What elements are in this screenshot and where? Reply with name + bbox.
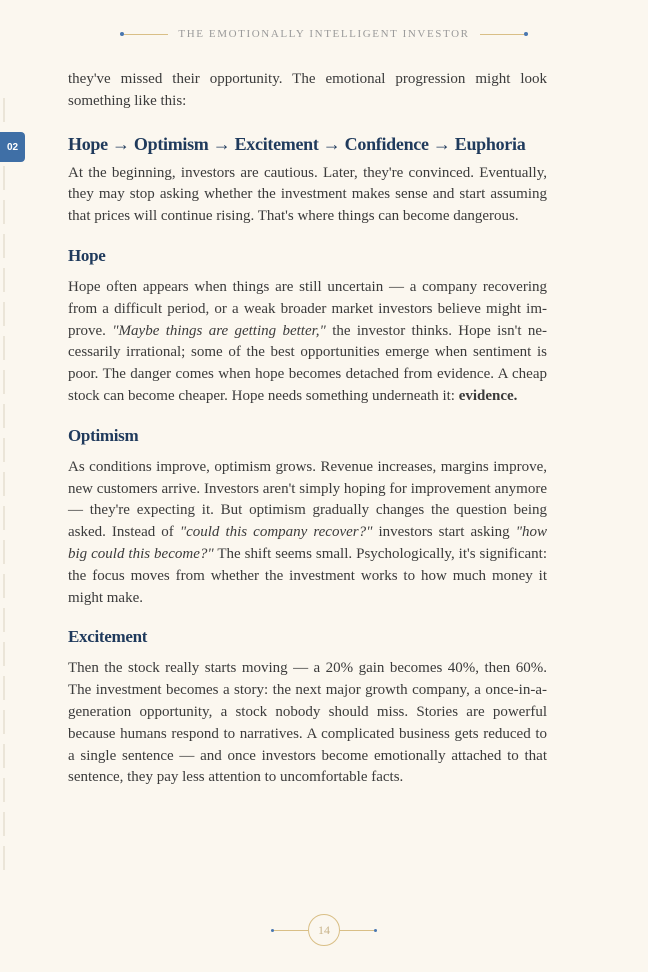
footer-right-rule — [340, 930, 374, 931]
excitement-heading: Excitement — [68, 627, 148, 647]
chapter-tab[interactable] — [0, 132, 25, 162]
hope-quote: "Maybe things are getting better," — [112, 322, 326, 339]
header-left-rule — [124, 34, 168, 35]
margin-decoration — [3, 98, 5, 880]
footer-right-dot-icon — [374, 929, 377, 932]
optimism-heading: Optimism — [68, 425, 139, 445]
running-title: THE EMOTIONALLY INTELLIGENT INVESTOR — [178, 28, 470, 40]
excitement-paragraph: Then the stock really starts moving — a 20% gain becomes 40%, then 60%. The investment becomes a story: the next major growth company, a once-in-a-generation opportunity, a stock nobody should miss. Stories are powerful because humans respond to narratives. A complicated business gets reduced to a single sentence — and once investors become emotionally attached to that sentence, they pay less attention to uncomfortable facts. — [68, 660, 547, 786]
hope-text-1: Hope often appears when things are still uncertain — a company recovering from a difficult period, or a weak broader market investors believe might improve. — [68, 278, 547, 339]
optimism-quote-1: "could this company recover?" — [179, 524, 373, 541]
header-right-rule — [480, 34, 524, 35]
running-header — [0, 28, 648, 40]
optimism-text-1: As conditions improve, optimism grows. Revenue increases, margins improve, new customers arrive. Investors aren't simply hoping for improvement anymore — they're expecting it. But optimism gradually changes the question being asked. Instead of — [68, 458, 547, 541]
page-content — [68, 69, 547, 789]
hope-paragraph — [68, 277, 547, 408]
optimism-text-3: The shift seems small. Psychologically, it's significant: the focus moves from whether the investment works to how much money it might make. — [68, 545, 547, 606]
progression-paragraph: At the beginning, investors are cautious. Later, they're convinced. Eventually, they may stop asking whether the investment makes sense and start assuming that prices will continue rising. That's where things can become dangerous. — [68, 164, 547, 225]
optimism-paragraph — [68, 457, 547, 610]
optimism-quote-2: "how big could this become?" — [68, 524, 547, 562]
intro-paragraph: they've missed their opportunity. The emotional progression might look something like this: — [68, 71, 547, 109]
page-footer — [0, 914, 648, 946]
hope-text-2: the investor thinks. Hope isn't necessarily irrational; some of the best opportunities emerge when sentiment is poor. The danger comes when hope becomes detached from evidence. A cheap stock can become cheaper. Hope needs something underneath it: — [68, 322, 547, 404]
page-number: 14 — [308, 914, 340, 946]
hope-emphasis: evidence. — [458, 387, 518, 404]
optimism-text-2: investors start asking — [372, 524, 516, 541]
footer-left-rule — [274, 930, 308, 931]
chapter-number: 02 — [6, 141, 19, 153]
header-right-dot-icon — [524, 32, 528, 36]
hope-heading: Hope — [68, 245, 106, 265]
progression-heading: Hope → Optimism → Excitement → Confidence → Euphoria — [68, 133, 526, 154]
